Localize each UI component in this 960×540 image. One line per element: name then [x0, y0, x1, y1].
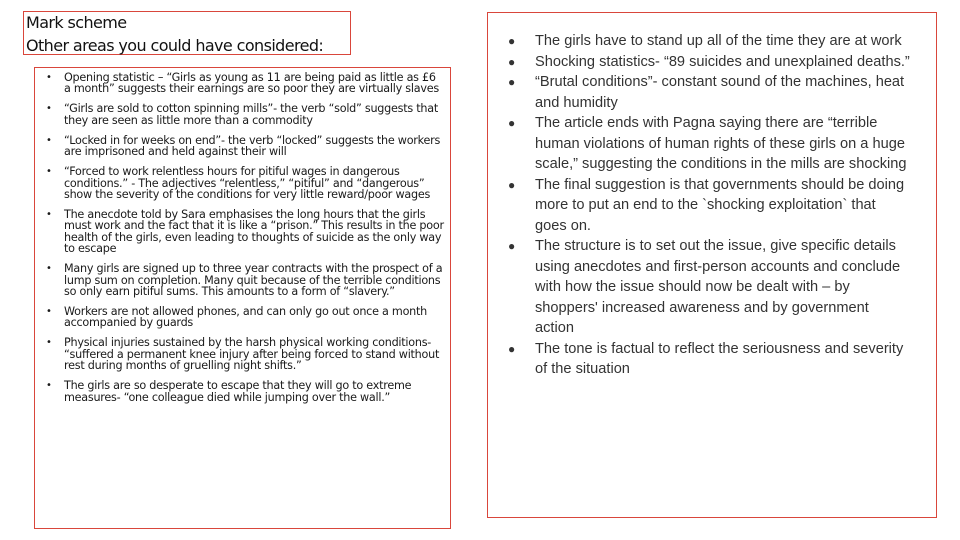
point-text: Many girls are signed up to three year contracts with the prospect of a lump sum on completion. Many quit because of the terrible conditions so only earn pitiful sums. This amounts to a form of “slavery.” [64, 262, 443, 299]
bullet-icon: ● [508, 341, 516, 356]
list-item [40, 337, 444, 371]
point-text: The final suggestion is that governments should be doing more to put an end to the `shocking exploitation` that goes on. [535, 176, 905, 234]
bullet-icon: • [46, 263, 52, 275]
list-item [40, 209, 444, 255]
point-text: The anecdote told by Sara emphasises the long hours that the girls must work and the fact that it is like a “prison.” This results in the poor health of the girls, even leading to thoughts of suicide as the only way to escape [64, 208, 444, 256]
list-item [40, 103, 444, 126]
list-item [40, 306, 444, 329]
left-points-list [40, 72, 444, 412]
right-points-list [500, 31, 910, 380]
bullet-icon: • [46, 166, 52, 178]
bullet-icon: • [46, 380, 52, 392]
bullet-icon: ● [508, 54, 516, 69]
bullet-icon: • [46, 306, 52, 318]
point-text: “Locked in for weeks on end”- the verb “locked” suggests the workers are imprisoned and held against their will [64, 133, 441, 159]
list-item [40, 263, 444, 297]
bullet-icon: ● [508, 116, 516, 130]
bullet-icon: • [46, 209, 52, 221]
bullet-icon: • [46, 134, 52, 146]
bullet-icon: ● [508, 177, 516, 192]
bullet-icon: ● [508, 239, 516, 253]
point-text: Opening statistic – “Girls as young as 11 are being paid as little as £6 a month” suggests their earnings are so poor they are virtually slaves [64, 71, 439, 96]
list-item [500, 72, 910, 113]
page-title: Mark scheme [26, 13, 127, 32]
point-text: Shocking statistics- “89 suicides and unexplained deaths.” [535, 53, 910, 70]
list-item [500, 339, 910, 380]
list-item [500, 52, 910, 73]
list-item [40, 166, 444, 200]
list-item [500, 175, 910, 237]
list-item [40, 72, 444, 95]
bullet-icon: ● [508, 34, 516, 48]
point-text: “Forced to work relentless hours for pitiful wages in dangerous conditions.” - The adjectives “relentless,” “pitiful” and “dangerous” show the severity of the conditions for very little reward/poor wages [64, 165, 431, 202]
point-text: “Brutal conditions”- constant sound of the machines, heat and humidity [535, 74, 905, 111]
list-item [500, 236, 910, 339]
point-text: “Girls are sold to cotton spinning mills”- the verb “sold” suggests that they are seen as little more than a commodity [64, 102, 438, 127]
point-text: The girls are so desperate to escape that they will go to extreme measures- “one colleague died while jumping over the wall.” [64, 379, 412, 404]
page-subtitle: Other areas you could have considered: [26, 36, 324, 55]
bullet-icon: • [46, 103, 52, 115]
list-item [40, 380, 444, 403]
bullet-icon: ● [508, 75, 516, 89]
point-text: The tone is factual to reflect the seriousness and severity of the situation [535, 340, 904, 377]
bullet-icon: • [46, 337, 52, 349]
point-text: Workers are not allowed phones, and can only go out once a month accompanied by guards [64, 305, 427, 330]
point-text: The girls have to stand up all of the time they are at work [535, 33, 902, 49]
bullet-icon: • [46, 72, 52, 83]
point-text: The structure is to set out the issue, give specific details using anecdotes and first-person accounts and conclude with how the issue should now be dealt with – by shoppers' increased awareness and by government action [535, 238, 901, 336]
list-item [500, 31, 910, 52]
list-item [40, 135, 444, 158]
point-text: The article ends with Pagna saying there are “terrible human violations of human rights of these girls on a huge scale,” suggesting the conditions in the mills are shocking [535, 115, 907, 172]
point-text: Physical injuries sustained by the harsh physical working conditions- “suffered a permanent knee injury after being forced to stand without rest during months of gruelling night shifts.” [64, 336, 440, 373]
list-item [500, 113, 910, 175]
